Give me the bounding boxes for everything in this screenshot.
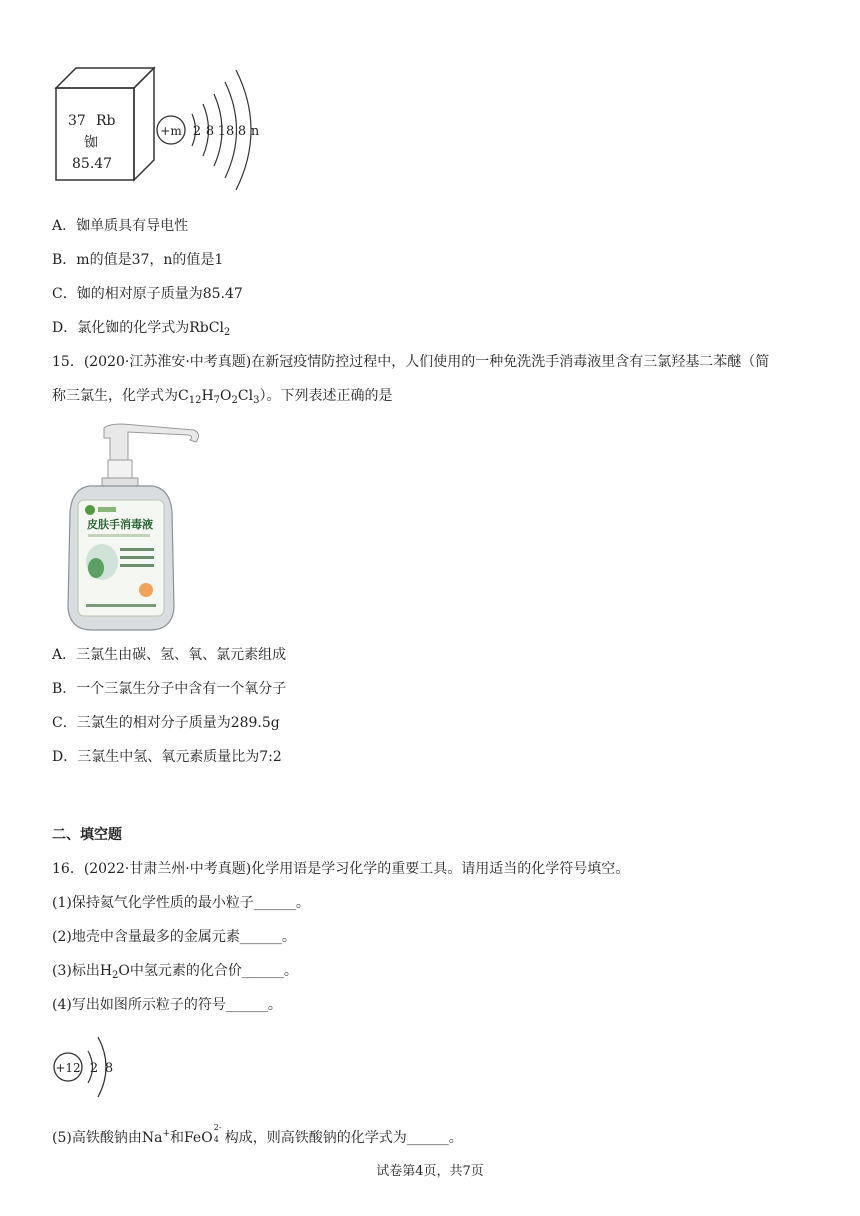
rubidium-figure (52, 62, 272, 192)
shell-3: 18 (217, 124, 235, 139)
ion-shell-2: 8 (104, 1061, 114, 1076)
shell-4: 8 (237, 124, 247, 139)
nucleus-charge: +m (160, 124, 182, 138)
q16-stem: 16．(2022·甘肃兰州·中考真题)化学用语是学习化学的重要工具。请用适当的化学符号填空。 (52, 861, 630, 877)
shell-1: 2 (192, 124, 202, 139)
q15-option-c: C．三氯生的相对分子质量为289.5g (52, 715, 280, 731)
q14-option-c: C．铷的相对原子质量为85.47 (52, 286, 243, 302)
q16-part-4: (4)写出如图所示粒子的符号______。 (52, 997, 282, 1013)
page-footer: 试卷第4页，共7页 (376, 1164, 484, 1179)
shell-2: 8 (205, 124, 215, 139)
q15-option-b: B．一个三氯生分子中含有一个氧分子 (52, 681, 287, 697)
section-title: 二、填空题 (52, 827, 122, 843)
q15-stem-line1: 15．(2020·江苏淮安·中考真题)在新冠疫情防控过程中，人们使用的一种免洗洗手消毒液里含有三氯羟基二苯醚（简 (52, 354, 770, 370)
q16-part-3: (3)标出$H_2O$中氢元素的化合价______。 (52, 963, 298, 981)
q15-stem-line2: 称三氯生，化学式为$C_{12}H_7O_2Cl_3$）。下列表述正确的是 (52, 388, 393, 406)
fe-ion-charge-stack: 2- 4 (213, 1123, 222, 1144)
q15-option-a: A．三氯生由碳、氢、氧、氯元素组成 (52, 647, 287, 663)
shell-5: n (250, 124, 260, 139)
ion-nucleus-charge: +12 (55, 1061, 81, 1075)
ion-structure-figure (50, 1027, 130, 1107)
sanitizer-bottle-image (62, 422, 212, 634)
q15-option-d: D．三氯生中氢、氧元素质量比为7:2 (52, 749, 282, 765)
rubidium-diagram (52, 62, 272, 192)
atomic-mass: 85.47 (72, 156, 113, 172)
ion-shell-1: 2 (89, 1061, 99, 1076)
sanitizer-bottle (62, 422, 212, 634)
atomic-number: 37 (68, 113, 86, 129)
element-name: 铷 (84, 135, 98, 151)
q14-option-a: A．铷单质具有导电性 (52, 218, 189, 234)
q14-option-b: B．m的值是37，n的值是1 (52, 252, 224, 268)
q14-option-d: D．氯化铷的化学式为RbCl$_2$ (52, 320, 231, 338)
bottle-label: 皮肤手消毒液 (87, 518, 153, 531)
ion-structure-diagram (50, 1027, 130, 1107)
q16-part-1: (1)保持氦气化学性质的最小粒子______。 (52, 895, 310, 911)
q16-part-2: (2)地壳中含量最多的金属元素______。 (52, 929, 296, 945)
q16-part-5: (5)高铁酸钠由Na+和FeO 2- 4 构成，则高铁酸钠的化学式为______。 (52, 1123, 463, 1146)
element-symbol: Rb (96, 113, 116, 129)
